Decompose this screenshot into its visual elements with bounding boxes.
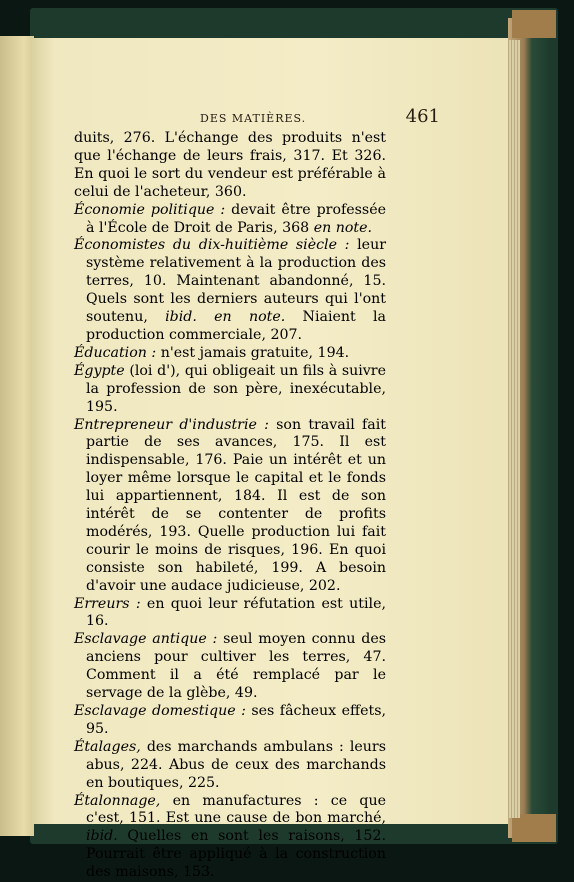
index-entry <box>74 417 386 596</box>
index-entry <box>74 237 386 344</box>
index-entry <box>74 130 386 202</box>
index-entry <box>74 793 386 882</box>
page-number: 461 <box>405 106 440 127</box>
entry-text: ses fâcheux effets, 95. <box>86 703 386 737</box>
entry-italic-mid: ibid. en note. <box>165 309 286 326</box>
leather-corner-bottom <box>512 814 556 842</box>
index-entries <box>74 130 386 882</box>
header-title: DES MATIÈRES. <box>200 112 307 125</box>
entry-text-cont: Niaient la production commerciale, 207. <box>86 309 387 343</box>
index-entry <box>74 739 386 793</box>
entry-text-cont: Quelles en sont les raisons, 152. Pourrait être appliqué à la construction des maisons, 153. <box>86 828 386 881</box>
entry-term: Économie politique : <box>74 201 226 218</box>
entry-term: Égypte <box>74 362 125 379</box>
index-entry <box>74 345 386 363</box>
index-entry <box>74 596 386 632</box>
entry-term: Étalonnage, <box>74 792 161 809</box>
entry-text: duits, 276. L'échange des produits n'est que l'échange de leurs frais, 317. Et 326. En quoi le sort du vendeur est préférable à celui de l'acheteur, 360. <box>74 130 386 200</box>
left-page-edge <box>0 36 34 836</box>
index-entry <box>74 703 386 739</box>
entry-text: son travail fait partie de ses avances, 175. Il est indispensable, 176. Paie un intérêt et un loyer même lorsque le capital et le fonds lui appartiennent, 184. Il est de son intérêt de se contenter de profits modérés, 193. Quelle production lui fait courir le moins de risques, 196. En quoi consiste son habileté, 199. A besoin d'avoir une audace judicieuse, 202. <box>86 416 386 594</box>
entry-term: Étalages, <box>74 738 141 755</box>
entry-italic-tail: en note. <box>313 219 373 236</box>
entry-term: Entrepreneur d'industrie : <box>74 416 269 433</box>
entry-text: seul moyen connu des anciens pour cultiver les terres, 47. Comment il a été remplacé par le servage de la glèbe, 49. <box>86 631 387 702</box>
entry-term: Esclavage domestique : <box>74 703 246 719</box>
entry-text: (loi d'), qui obligeait un fils à suivre la profession de son père, inexécutable, 195. <box>86 362 386 415</box>
entry-text: des marchands ambulans : leurs abus, 224. Abus de ceux des marchands en boutiques, 225. <box>86 738 386 791</box>
entry-text: devait être professée à l'École de Droit de Paris, 368 <box>86 201 387 236</box>
index-entry <box>74 363 386 417</box>
running-header <box>200 106 440 130</box>
entry-term: Éducation : <box>74 344 157 361</box>
index-entry <box>74 202 386 238</box>
entry-text: en quoi leur réfutation est utile, 16. <box>86 595 386 630</box>
entry-text: n'est jamais gratuite, 194. <box>156 344 350 361</box>
entry-text: en manufactures : ce que c'est, 151. Est une cause de bon marché, <box>86 792 386 827</box>
entry-term: Économistes du dix-huitième siècle : <box>74 237 350 254</box>
index-entry <box>74 631 386 703</box>
leather-corner-top <box>512 10 556 38</box>
entry-text: leur système relativement à la production des terres, 10. Maintenant abandonné, 15. Quels sont les derniers auteurs qui l'ont soutenu, <box>86 237 386 326</box>
entry-italic-mid: ibid. <box>86 828 118 845</box>
entry-term: Esclavage antique : <box>74 631 218 648</box>
entry-term: Erreurs : <box>74 595 141 612</box>
